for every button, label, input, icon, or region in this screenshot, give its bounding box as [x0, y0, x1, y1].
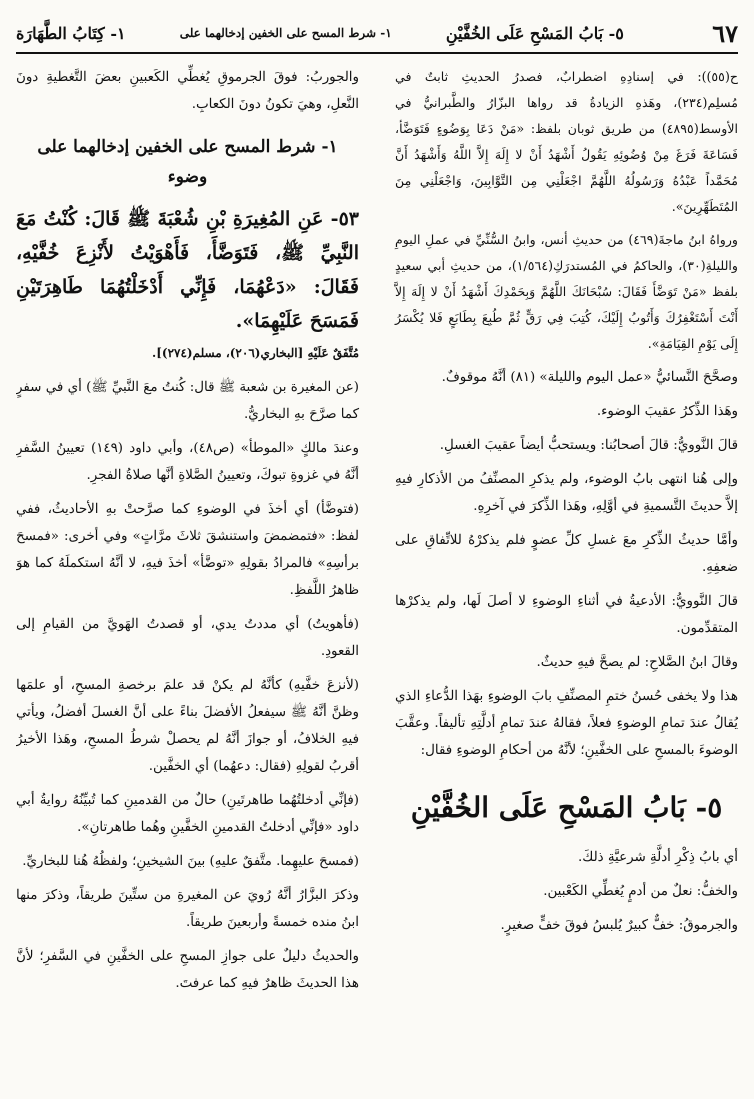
- two-column-body: [16, 64, 738, 1085]
- hadith-reference: مُتَّفَقٌ عَلَيْهِ [البخاري(٢٠٦)، مسلم(٢٧٤)].: [152, 346, 359, 360]
- paragraph: وأمَّا حديثُ الذِّكرِ معَ غسلِ كلِّ عضوٍ فلم يذكرْهُ للاتِّفاقِ على ضعفِهِ.: [395, 533, 738, 575]
- paragraph: (عن المغيرة بن شعبة ﷺ قال: كُنتُ معَ النَّبيِّ ﷺ) أي في سفرٍ كما صرَّحَ بهِ البخاريُّ.: [16, 380, 359, 422]
- paragraph: (فتوضَّأ) أي أخذَ في الوضوءِ كما صرَّحتْ بهِ الأحاديثُ، ففي لفظ: «فتمضمضَ واستنشقَ ثلاثَ مرَّاتٍ» وفي أخرى: «فمسحَ برأسِهِ» فالمرادُ بقولِهِ «توضَّأ» أخذَ فيهِ، لا أنَّهُ استكملَهُ كما هوَ ظاهرُ اللَّفظِ.: [16, 502, 359, 598]
- running-header: [16, 14, 738, 54]
- paragraph: وذكرَ البزَّارُ أنَّهُ رُويَ عن المغيرةِ من ستِّينَ طريقاً، وذكرَ منها ابنُ منده خمسةً وأربعينَ طريقاً.: [16, 888, 359, 930]
- paragraph: والجوربُ: فوقَ الجرموقِ يُغطِّي الكَعبينِ بعضَ التَّغطيةِ دونَ النَّعلِ، وهيَ تكونُ دونَ الكعابِ.: [16, 70, 359, 112]
- header-section-title: ٥- بَابُ المَسْحِ عَلَى الخُفَّيْنِ: [445, 23, 624, 43]
- header-subsection-title: ١- شرط المسح على الخفين إدخالهما على: [179, 26, 392, 40]
- paragraph: (فأهويتُ) أي مددتُ يدي، أو قصدتُ الهَويَّ من القيامِ إلى القعودِ.: [16, 617, 359, 659]
- book-page: [16, 14, 738, 1085]
- hadith-text: ٥٣- عَنِ المُغِيرَةِ بْنِ شُعْبَةَ ﷺ قَالَ: كُنْتُ مَعَ النَّبِيِّ ﷺ، فَتَوَضَّأَ، فَأَهْوَيْتُ لأَنْزِعَ خُفَّيْهِ، فَقَالَ: «دَعْهُمَا، فَإِنِّي أَدْخَلْتُهُمَا طَاهِرَتَيْنِ فَمَسَحَ عَلَيْهِمَا».: [16, 208, 359, 332]
- paragraph: وهَذا الذِّكرُ عقيبَ الوضوء.: [596, 404, 738, 419]
- subsection-heading: ١- شرط المسح على الخفين إدخالهما على وضوء: [37, 137, 338, 187]
- paragraph: (لأنزعَ خفَّيهِ) كأنَّهُ لم يكنْ قد علمَ برخصةِ المسحِ، أو علمَها وظنَّ أنَّهُ ﷺ سيفعلُ الأفضلَ بناءً على أنَّ الغسلَ أفضلُ، ويأتي فيهِ الخلافُ، أو جوازَ أنَّهُ لم يحصلْ شرطُ المسحِ، وهَذا الأخيرُ أقربُ لقولِهِ (فقال: دعهُما) أي الخفَّين.: [16, 678, 359, 774]
- chapter-title: ٥- بَابُ المَسْحِ عَلَى الخُفَّيْنِ: [410, 791, 723, 824]
- paragraph: وصحَّحَ النَّسائيُّ «عمل اليوم والليلة» (٨١) أنَّهُ موقوفٌ.: [441, 370, 738, 385]
- paragraph: والجرموقُ: خفٌّ كبيرٌ يُلبسُ فوقَ خفٍّ صغيرٍ.: [500, 918, 738, 933]
- page-number: ٦٧: [712, 18, 738, 48]
- right-column: [377, 64, 738, 1085]
- paragraph: ح(٥٥)): في إسنادِهِ اضطرابٌ، فصدرُ الحديثِ ثابتٌ في مُسلِم(٢٣٤)، وهَذهِ الزيادةُ قد رواها البزّارُ والطَّبرانيُّ في الأوسط(٤٨٩٥) من طريق ثوبان بلفظ: «مَنْ دَعَا بِوَضُوءٍ فَتَوَضَّأ، فَسَاعَةَ فَرَغَ مِنْ وُضُوئِهِ يَقُولُ أَشْهَدُ أَنْ لا إِلَهَ إِلاَّ اللَّهُ وَأَشْهَدُ أَنَّ مُحَمَّداً عَبْدُهُ وَرَسُولُهُ اللَّهُمَّ اجْعَلْنِي مِن التَّوَّابِينَ، وَاجْعَلْنِي مِنَ المُتَطَهِّرِينَ».: [395, 69, 738, 214]
- left-column: [16, 64, 377, 1085]
- paragraph: والخفُّ: نعلٌ من أدمٍ يُغطِّي الكَعْبين.: [543, 884, 738, 899]
- paragraph: هذا ولا يخفى حُسنُ ختمِ المصنِّفِ بابَ الوضوءِ بهَذا الدُّعاءِ الذي يُقالُ عندَ تمامِ الوضوءِ فعلاً، فقالهُ عندَ تمامِ أدلَّتِهِ تأليفاً. وعقَّبَ الوضوءَ بالمسحِ على الخفَّينِ؛ لأنَّهُ من أحكامِ الوضوءِ فقال:: [395, 689, 738, 758]
- paragraph: (فمسحَ عليهِما. متَّفقٌ عليهِ) بينَ الشيخينِ؛ ولفظُهُ هُنا للبخاريِّ.: [22, 854, 359, 869]
- paragraph: وإلى هُنا انتهى بابُ الوضوء، ولم يذكرِ المصنِّفُ من الأذكارِ فيهِ إلاَّ حديثَ التَّسميةِ في أوَّلِهِ، وهَذا الذِّكرَ في آخرِهِ.: [395, 472, 738, 514]
- paragraph: قالَ النَّوويُّ: الأدعيةُ في أثناءِ الوضوءِ لا أصلَ لَها، ولم يذكرْها المتقدِّمون.: [395, 594, 738, 636]
- paragraph: (فإنِّي أدخلتُهُما طاهرتَينِ) حالٌ من القدمينِ كما تُبيِّنُهُ روايةُ أبي داود «فإنِّي أدخلتُ القدمينِ الخفَّينِ وهُما طاهرتانِ».: [16, 793, 359, 835]
- paragraph: أي بابُ ذِكْرِ أدلَّةِ شرعيَّةِ ذلكَ.: [578, 850, 738, 865]
- paragraph: ورواهُ ابنُ ماجةَ(٤٦٩) من حديثِ أنس، وابنُ السُّنِّيِّ في عملِ اليومِ والليلةِ(٣٠)، والحاكمُ في المُستدرَكِ(١/٥٦٤)، من حديثِ أبي سعيدٍ بلفظ «مَنْ تَوَضَّأَ فَقَالَ: سُبْحَانَكَ اللَّهُمَّ وَبِحَمْدِكَ أَشْهَدُ أَنْ لا إِلَهَ إِلاَّ أَنْتَ أَسْتَغْفِرُكَ وَأَتُوبُ إِلَيْكَ، كُتِبَ فِي رَقٍّ ثُمَّ طُبِعَ بِطَابَعٍ فَلا يُكْسَرُ إِلَى يَوْمِ القِيَامَةِ».: [395, 232, 738, 351]
- header-book-title: ١- كِتَابُ الطَّهَارَة: [16, 23, 126, 43]
- paragraph: قالَ النَّوويُّ: قالَ أصحابُنا: ويستحبُّ أيضاً عقيبَ الغسلِ.: [439, 438, 738, 453]
- paragraph: والحديثُ دليلٌ على جوازِ المسحِ على الخفَّينِ في السَّفرِ؛ لأنَّ هذا الحديثَ ظاهرٌ فيهِ كما عرفتَ.: [16, 949, 359, 991]
- paragraph: وعندَ مالكٍ «الموطأ» (ص٤٨)، وأبي داود (١٤٩) تعيينُ السَّفرِ أنَّهُ في غزوةِ تبوكَ، وتعيينُ الصَّلاةِ أنَّها صلاةُ الفجرِ.: [16, 441, 359, 483]
- paragraph: وقالَ ابنُ الصَّلاحِ: لم يصحَّ فيهِ حديثٌ.: [536, 655, 738, 670]
